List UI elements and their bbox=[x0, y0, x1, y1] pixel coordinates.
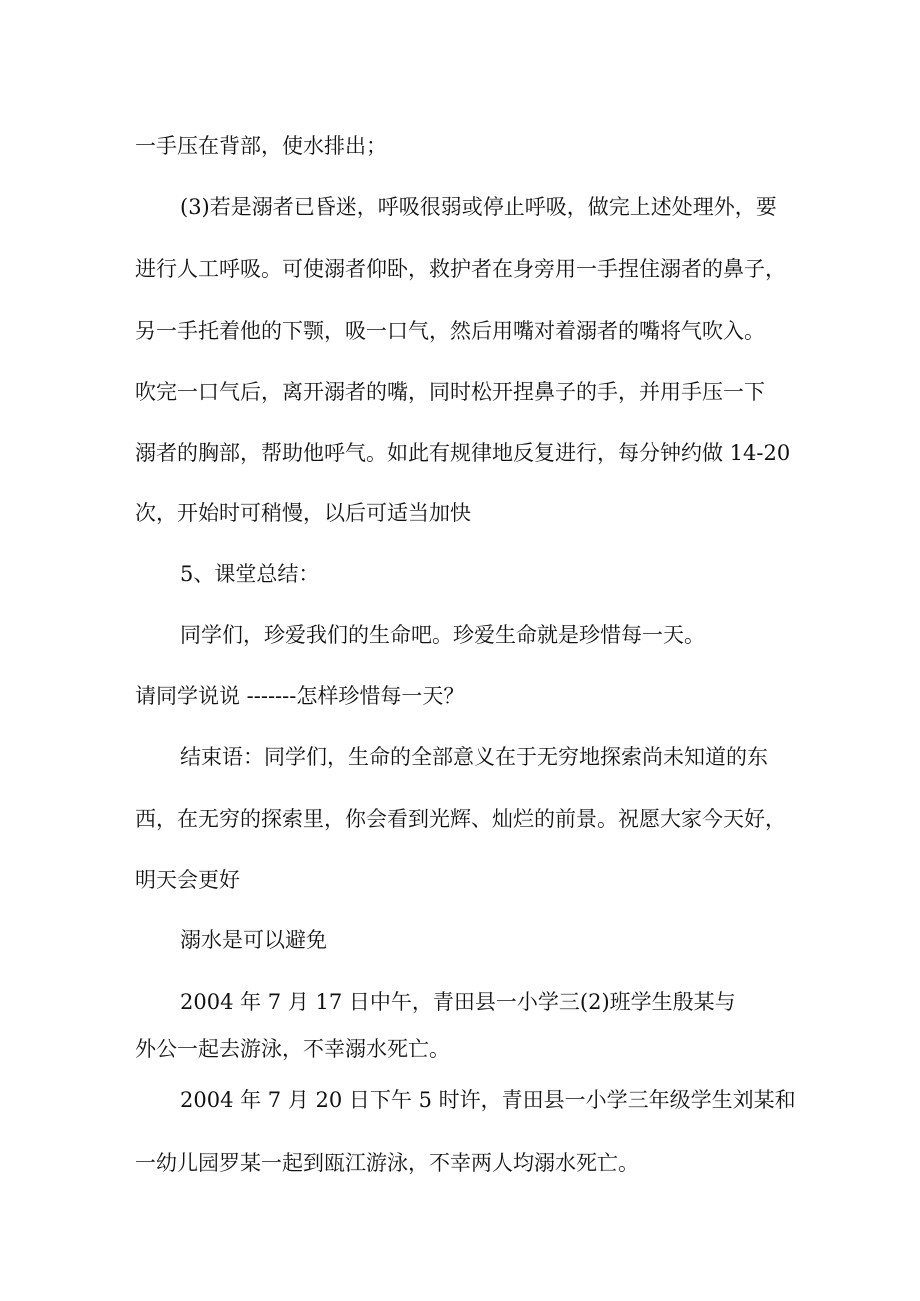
text-line: 进行人工呼吸。可使溺者仰卧，救护者在身旁用一手捏住溺者的鼻子， bbox=[135, 257, 786, 281]
text-line: (3)若是溺者已昏迷，呼吸很弱或停止呼吸，做完上述处理外，要 bbox=[180, 195, 777, 219]
text-line: 溺者的胸部，帮助他呼气。如此有规律地反复进行，每分钟约做 14-20 bbox=[135, 441, 791, 465]
text-line: 一手压在背部，使水排出； bbox=[135, 134, 387, 158]
text-line: 请同学说说 -------怎样珍惜每一天？ bbox=[135, 684, 465, 708]
text-line: 2004 年 7 月 17 日中午，青田县一小学三(2)班学生殷某与 bbox=[180, 990, 736, 1014]
section-heading: 5、课堂总结： bbox=[180, 562, 320, 586]
section-heading: 溺水是可以避免 bbox=[180, 928, 327, 952]
text-line: 另一手托着他的下颚，吸一口气，然后用嘴对着溺者的嘴将气吹入。 bbox=[135, 319, 765, 343]
text-line: 外公一起去游泳，不幸溺水死亡。 bbox=[135, 1037, 450, 1061]
text-line: 次，开始时可稍慢，以后可适当加快 bbox=[135, 501, 471, 525]
text-line: 2004 年 7 月 20 日下午 5 时许，青田县一小学三年级学生刘某和 bbox=[180, 1088, 796, 1112]
text-line: 同学们，珍爱我们的生命吧。珍爱生命就是珍惜每一天。 bbox=[180, 623, 705, 647]
text-line: 一幼儿园罗某一起到瓯江游泳，不幸两人均溺水死亡。 bbox=[135, 1151, 639, 1175]
text-line: 吹完一口气后，离开溺者的嘴，同时松开捏鼻子的手，并用手压一下 bbox=[135, 380, 765, 404]
text-line: 西，在无穷的探索里，你会看到光辉、灿烂的前景。祝愿大家今天好， bbox=[135, 807, 786, 831]
text-line: 明天会更好 bbox=[135, 868, 240, 892]
text-line: 结束语：同学们，生命的全部意义在于无穷地探索尚未知道的东 bbox=[180, 745, 768, 769]
